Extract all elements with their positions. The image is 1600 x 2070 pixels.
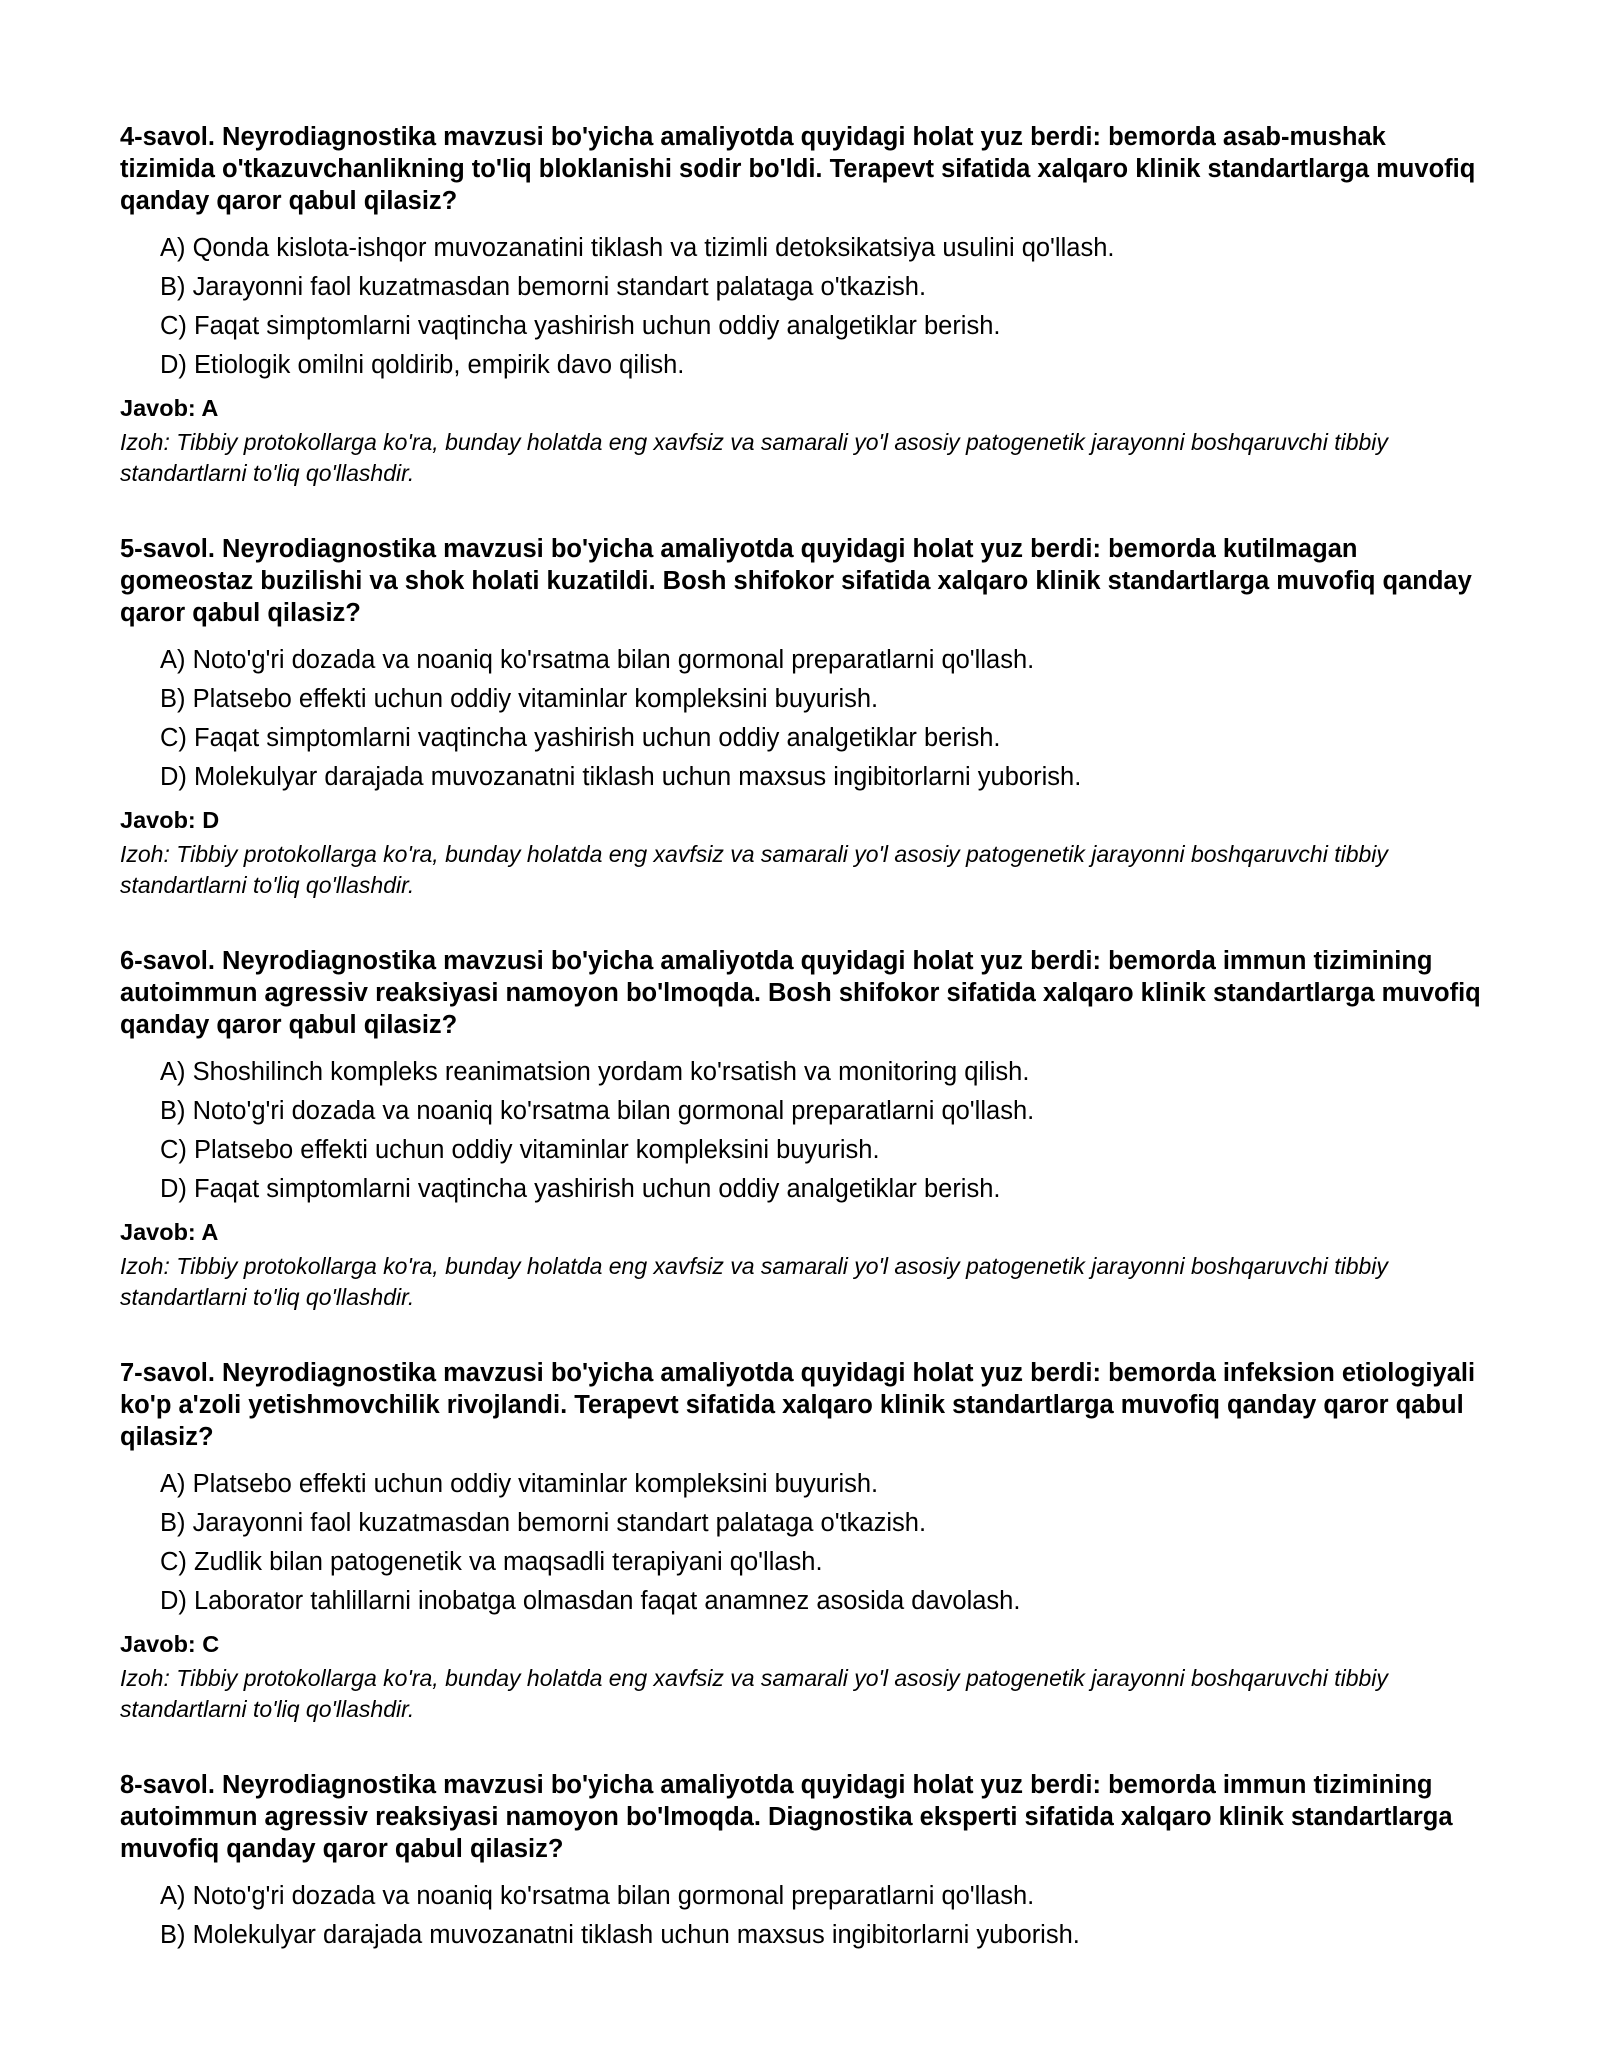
- options-list: [120, 229, 1485, 385]
- option-a: A) Qonda kislota-ishqor muvozanatini tiklash va tizimli detoksikatsiya usulini qo'llash.: [160, 234, 1115, 262]
- option-c: C) Platsebo effekti uchun oddiy vitaminlar kompleksini buyurish.: [160, 1136, 880, 1164]
- option-c: C) Zudlik bilan patogenetik va maqsadli terapiyani qo'llash.: [160, 1548, 823, 1576]
- question-title: 8-savol. Neyrodiagnostika mavzusi bo'yicha amaliyotda quyidagi holat yuz berdi: bemorda immun tizimining autoimmun agressiv reaksiyasi namoyon bo'lmoqda. Diagnostika eksperti sifatida xalqaro klinik standartlarga muvofiq qanday qaror qabul qilasiz?: [120, 1771, 1453, 1863]
- explanation-text: Izoh: Tibbiy protokollarga ko'ra, bunday holatda eng xavfsiz va samarali yo'l asosiy patogenetik jarayonni boshqaruvchi tibbiy standartlarni to'liq qo'llashdir.: [120, 841, 1388, 898]
- option-b: B) Platsebo effekti uchun oddiy vitaminlar kompleksini buyurish.: [160, 685, 879, 713]
- question-title: 4-savol. Neyrodiagnostika mavzusi bo'yicha amaliyotda quyidagi holat yuz berdi: bemorda asab-mushak tizimida o'tkazuvchanlikning to'liq bloklanishi sodir bo'ldi. Terapevt sifatida xalqaro klinik standartlarga muvofiq qanday qaror qabul qilasiz?: [120, 123, 1476, 215]
- answer-label: Javob: D: [120, 807, 220, 833]
- question-8: [120, 1769, 1485, 1955]
- option-a: A) Noto'g'ri dozada va noaniq ko'rsatma bilan gormonal preparatlarni qo'llash.: [160, 1882, 1035, 1910]
- option-a: A) Platsebo effekti uchun oddiy vitaminlar kompleksini buyurish.: [160, 1470, 879, 1498]
- options-list: [120, 1877, 1485, 1955]
- option-c: C) Faqat simptomlarni vaqtincha yashirish uchun oddiy analgetiklar berish.: [160, 312, 1001, 340]
- options-list: [120, 1465, 1485, 1621]
- question-title: 6-savol. Neyrodiagnostika mavzusi bo'yicha amaliyotda quyidagi holat yuz berdi: bemorda immun tizimining autoimmun agressiv reaksiyasi namoyon bo'lmoqda. Bosh shifokor sifatida xalqaro klinik standartlarga muvofiq qanday qaror qabul qilasiz?: [120, 947, 1481, 1039]
- option-a: A) Shoshilinch kompleks reanimatsion yordam ko'rsatish va monitoring qilish.: [160, 1058, 1030, 1086]
- option-b: B) Noto'g'ri dozada va noaniq ko'rsatma bilan gormonal preparatlarni qo'llash.: [160, 1097, 1035, 1125]
- option-a: A) Noto'g'ri dozada va noaniq ko'rsatma bilan gormonal preparatlarni qo'llash.: [160, 646, 1035, 674]
- question-title: 5-savol. Neyrodiagnostika mavzusi bo'yicha amaliyotda quyidagi holat yuz berdi: bemorda kutilmagan gomeostaz buzilishi va shok holati kuzatildi. Bosh shifokor sifatida xalqaro klinik standartlarga muvofiq qanday qaror qabul qilasiz?: [120, 535, 1472, 627]
- answer-label: Javob: A: [120, 395, 219, 421]
- question-7: [120, 1357, 1485, 1725]
- explanation-text: Izoh: Tibbiy protokollarga ko'ra, bunday holatda eng xavfsiz va samarali yo'l asosiy patogenetik jarayonni boshqaruvchi tibbiy standartlarni to'liq qo'llashdir.: [120, 1253, 1388, 1310]
- question-4: [120, 121, 1485, 489]
- question-5: [120, 533, 1485, 901]
- option-d: D) Laborator tahlillarni inobatga olmasdan faqat anamnez asosida davolash.: [160, 1587, 1021, 1615]
- option-d: D) Etiologik omilni qoldirib, empirik davo qilish.: [160, 351, 685, 379]
- answer-label: Javob: A: [120, 1219, 219, 1245]
- document-page: [120, 121, 1485, 1999]
- options-list: [120, 1053, 1485, 1209]
- option-d: D) Molekulyar darajada muvozanatni tiklash uchun maxsus ingibitorlarni yuborish.: [160, 763, 1082, 791]
- option-b: B) Jarayonni faol kuzatmasdan bemorni standart palataga o'tkazish.: [160, 273, 927, 301]
- option-c: C) Faqat simptomlarni vaqtincha yashirish uchun oddiy analgetiklar berish.: [160, 724, 1001, 752]
- option-d: D) Faqat simptomlarni vaqtincha yashirish uchun oddiy analgetiklar berish.: [160, 1175, 1001, 1203]
- option-b: B) Molekulyar darajada muvozanatni tiklash uchun maxsus ingibitorlarni yuborish.: [160, 1921, 1080, 1949]
- option-b: B) Jarayonni faol kuzatmasdan bemorni standart palataga o'tkazish.: [160, 1509, 927, 1537]
- explanation-text: Izoh: Tibbiy protokollarga ko'ra, bunday holatda eng xavfsiz va samarali yo'l asosiy patogenetik jarayonni boshqaruvchi tibbiy standartlarni to'liq qo'llashdir.: [120, 1665, 1388, 1722]
- question-title: 7-savol. Neyrodiagnostika mavzusi bo'yicha amaliyotda quyidagi holat yuz berdi: bemorda infeksion etiologiyali ko'p a'zoli yetishmovchilik rivojlandi. Terapevt sifatida xalqaro klinik standartlarga muvofiq qanday qaror qabul qilasiz?: [120, 1359, 1476, 1451]
- answer-label: Javob: C: [120, 1631, 220, 1657]
- explanation-text: Izoh: Tibbiy protokollarga ko'ra, bunday holatda eng xavfsiz va samarali yo'l asosiy patogenetik jarayonni boshqaruvchi tibbiy standartlarni to'liq qo'llashdir.: [120, 429, 1388, 486]
- question-6: [120, 945, 1485, 1313]
- options-list: [120, 641, 1485, 797]
